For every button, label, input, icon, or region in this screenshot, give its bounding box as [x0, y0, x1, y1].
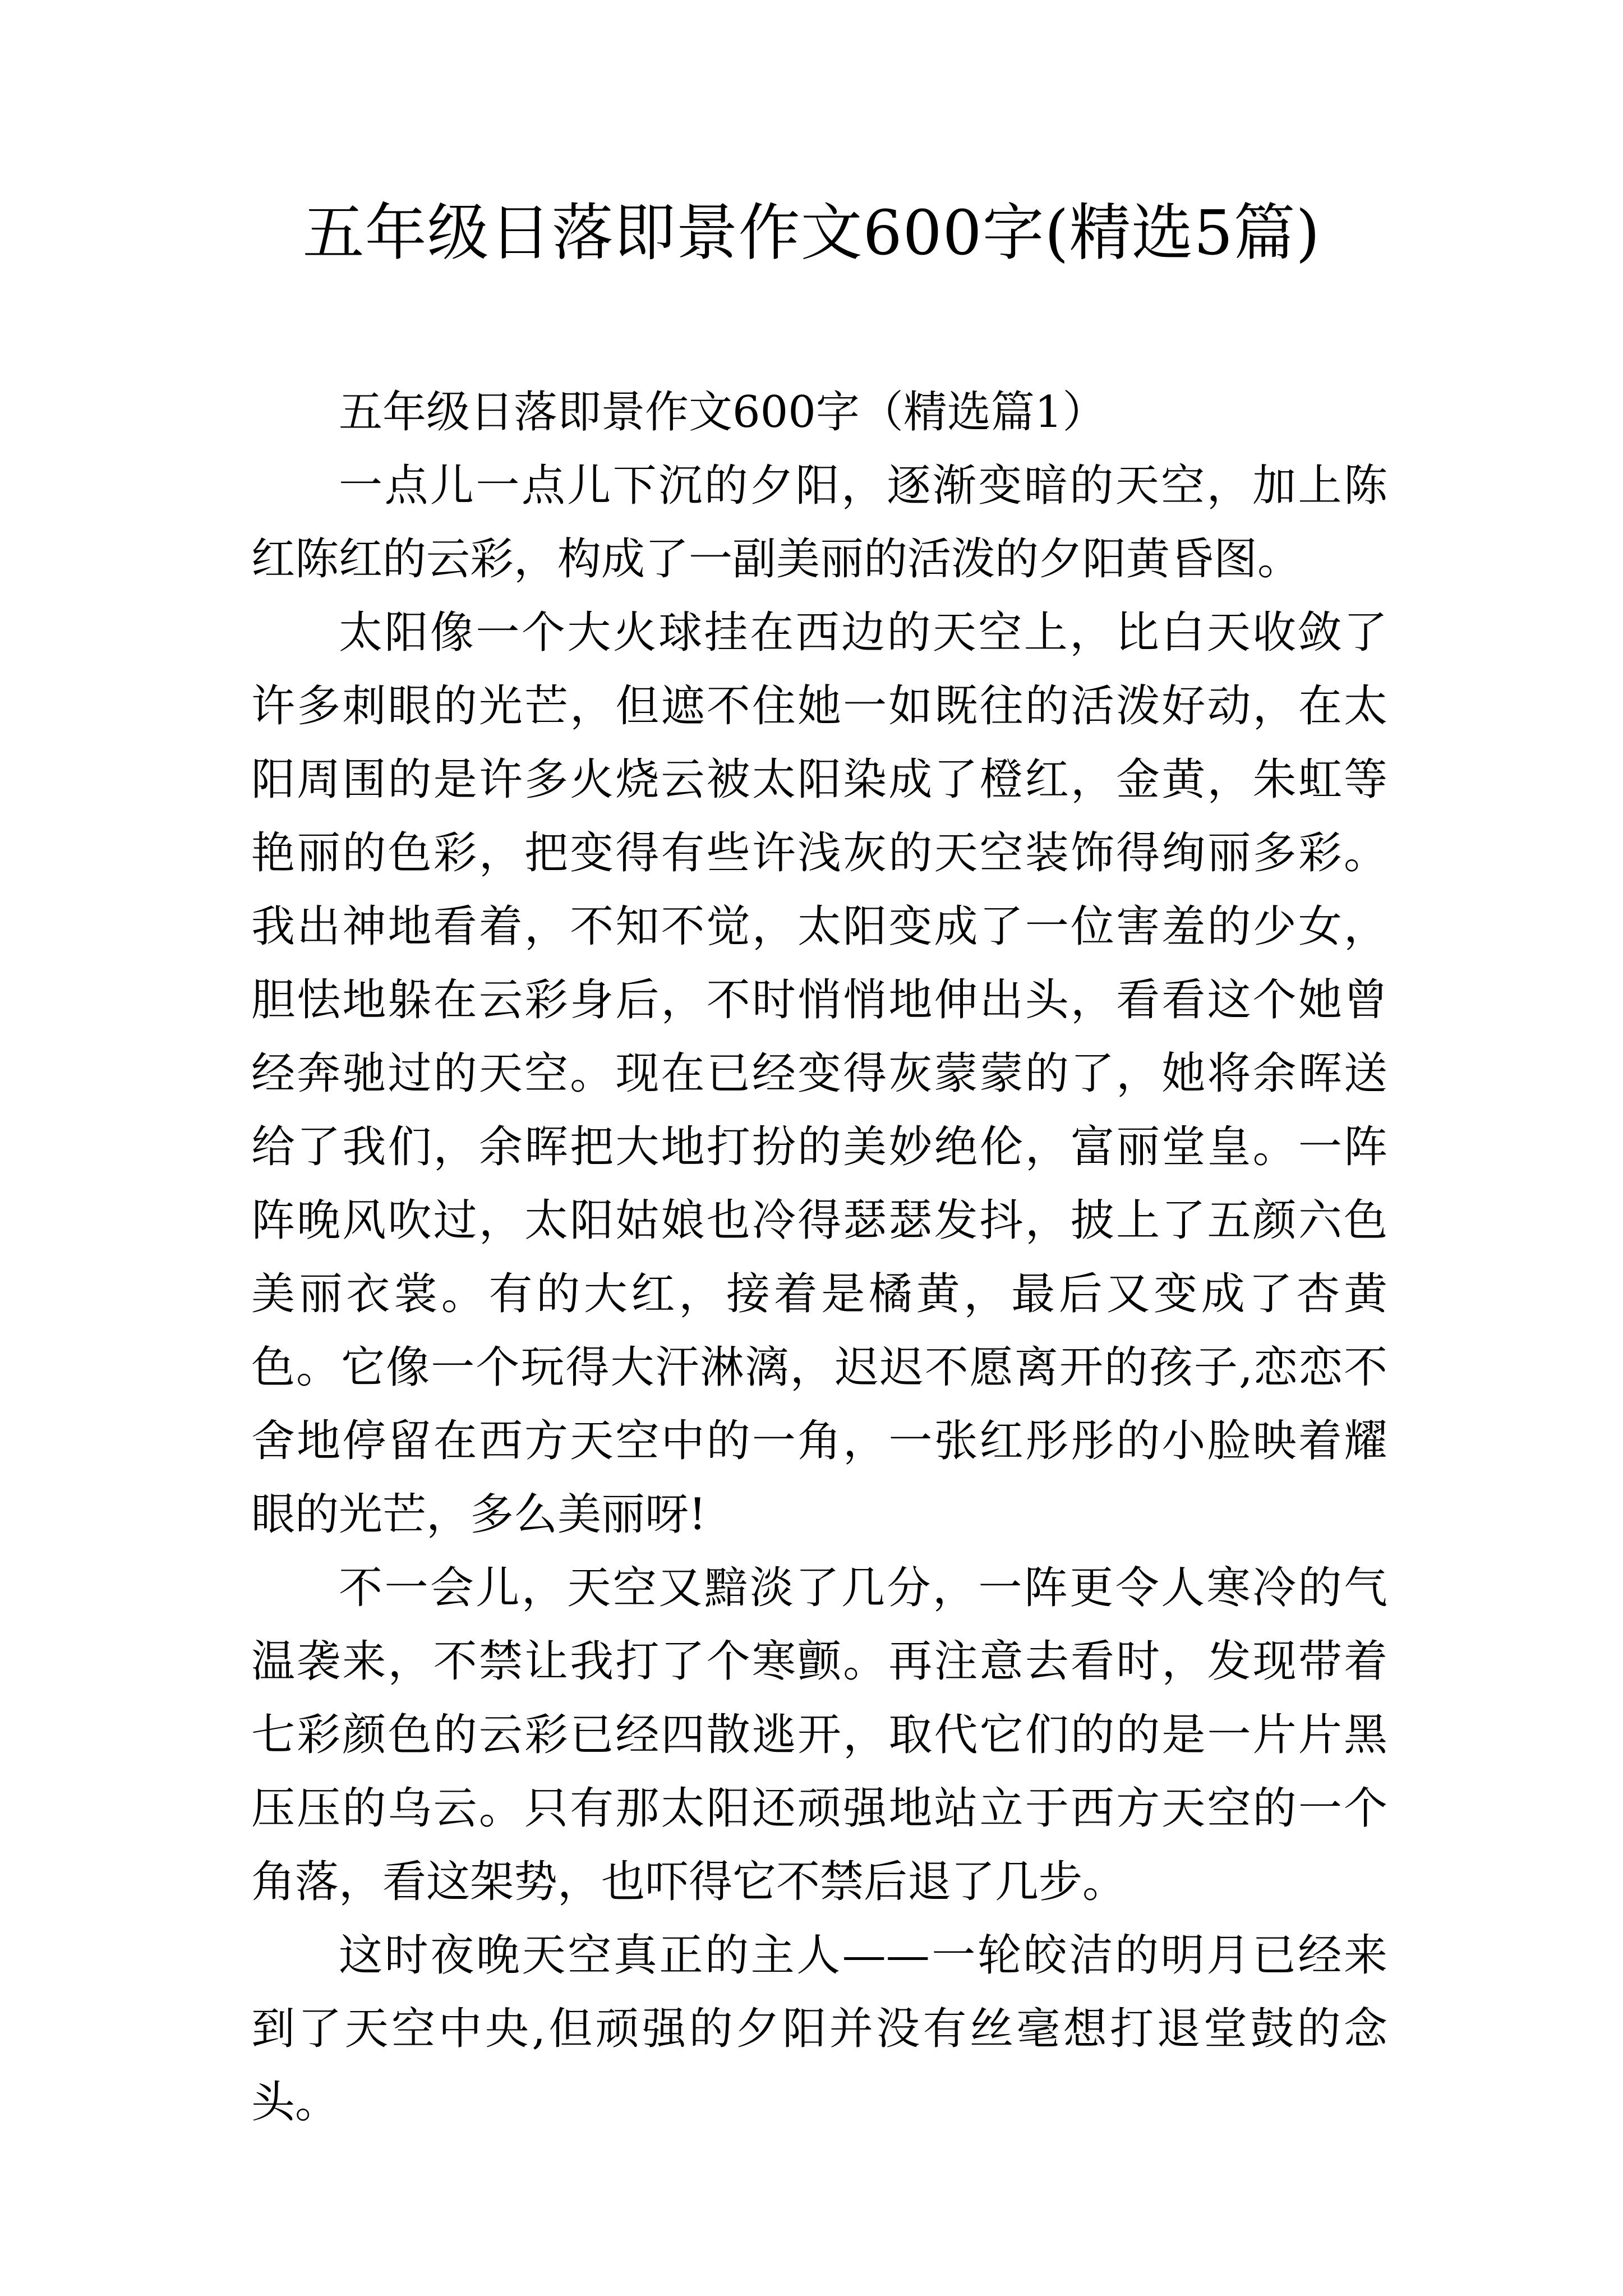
paragraph-1: 一点儿一点儿下沉的夕阳，逐渐变暗的天空，加上陈红陈红的云彩，构成了一副美丽的活泼的夕阳黄昏图。 — [251, 461, 1387, 585]
document-title: 五年级日落即景作文600字(精选5篇) — [302, 197, 1321, 269]
document-body — [251, 376, 1387, 2139]
paragraph-4: 这时夜晚天空真正的主人——一轮皎洁的明月已经来到了天空中央,但顽强的夕阳并没有丝毫想打退堂鼓的念头。 — [251, 1930, 1387, 2128]
paragraph-2: 太阳像一个大火球挂在西边的天空上，比白天收敛了许多刺眼的光芒，但遮不住她一如既往的活泼好动，在太阳周围的是许多火烧云被太阳染成了橙红，金黄，朱虹等艳丽的色彩，把变得有些许浅灰的天空装饰得绚丽多彩。我出神地看着，不知不觉，太阳变成了一位害羞的少女，胆怯地躲在云彩身后，不时悄悄地伸出头，看看这个她曾经奔驰过的天空。现在已经变得灰蒙蒙的了，她将余晖送给了我们，余晖把大地打扮的美妙绝伦，富丽堂皇。一阵阵晚风吹过，太阳姑娘也冷得瑟瑟发抖，披上了五颜六色美丽衣裳。有的大红，接着是橘黄，最后又变成了杏黄色。它像一个玩得大汗淋漓，迟迟不愿离开的孩子,恋恋不舍地停留在西方天空中的一角，一张红彤彤的小脸映着耀眼的光芒，多么美丽呀! — [251, 608, 1387, 1540]
section-heading: 五年级日落即景作文600字（精选篇1） — [339, 387, 1106, 438]
paragraph-3: 不一会儿，天空又黯淡了几分，一阵更令人寒冷的气温袭来，不禁让我打了个寒颤。再注意去看时，发现带着七彩颜色的云彩已经四散逃开，取代它们的的是一片片黑压压的乌云。只有那太阳还顽强地站立于西方天空的一个角落，看这架势，也吓得它不禁后退了几步。 — [251, 1563, 1387, 1907]
